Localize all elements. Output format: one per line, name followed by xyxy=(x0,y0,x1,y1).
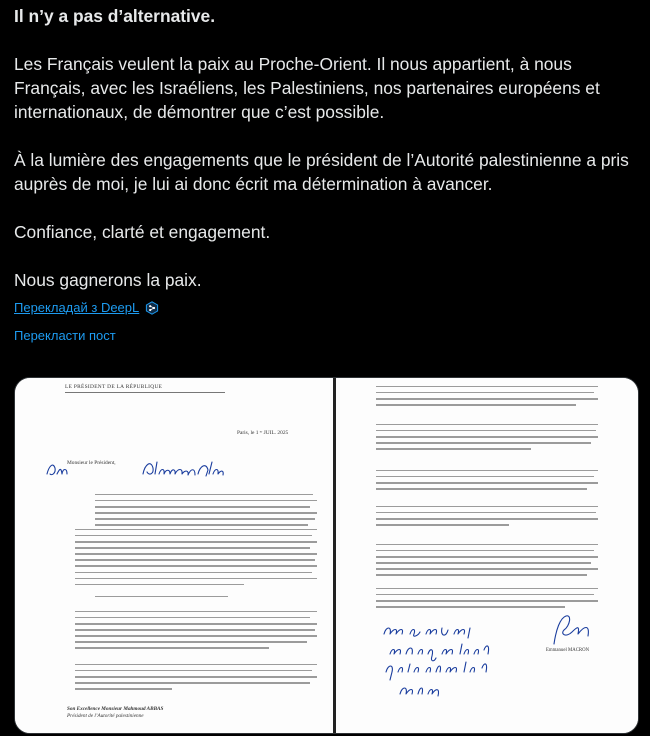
letter-body-paragraph xyxy=(75,611,317,654)
letter-body-paragraph xyxy=(376,588,598,612)
deepl-translate-link[interactable]: Перекладай з DeepL xyxy=(14,300,140,315)
letter-body-paragraph xyxy=(75,529,317,590)
letter-page-2 xyxy=(336,378,638,733)
letter-body-paragraph xyxy=(75,664,317,694)
header-rule xyxy=(65,392,225,393)
handwritten-salutation xyxy=(43,448,233,488)
letter-body-paragraph xyxy=(376,424,598,454)
letter-image[interactable] xyxy=(14,377,639,734)
letter-body-paragraph xyxy=(95,494,317,530)
letter-body-paragraph xyxy=(376,470,598,494)
post-body xyxy=(14,0,638,343)
post-paragraph: Nous gagnerons la paix. xyxy=(14,270,202,290)
translate-post-button[interactable]: Перекласти пост xyxy=(14,328,116,343)
letter-addressee xyxy=(67,706,163,720)
letter-date: Paris, le 1 ᵉʳ JUIL. 2025 xyxy=(237,430,289,436)
deepl-translate-row[interactable] xyxy=(14,300,638,315)
post-paragraph: Confiance, clarté et engagement. xyxy=(14,222,271,242)
letter-greeting: Monsieur le Président, xyxy=(67,460,116,466)
handwritten-note xyxy=(376,614,526,724)
letter-body-paragraph xyxy=(376,544,598,580)
letter-page-1 xyxy=(15,378,333,733)
post-paragraph-title: Il n’y a pas d’alternative. xyxy=(14,6,216,26)
letter-body-paragraph xyxy=(376,386,598,410)
signature xyxy=(544,610,604,650)
letter-body-paragraph xyxy=(376,506,598,530)
letter-body-paragraph xyxy=(95,596,317,602)
post-paragraph: Les Français veulent la paix au Proche-Orient. Il nous appartient, à nous Français, avec les Israéliens, les Palestiniens, nos partenaires européens et internationaux, de démontrer que c’est possible. xyxy=(14,54,600,122)
deepl-icon xyxy=(145,301,159,315)
post-paragraph: À la lumière des engagements que le président de l’Autorité palestinienne a pris auprès de moi, je lui ai donc écrit ma détermination à avancer. xyxy=(14,150,629,194)
addressee-line: Président de l’Autorité palestinienne xyxy=(67,713,144,719)
letter-header: LE PRÉSIDENT DE LA RÉPUBLIQUE xyxy=(65,384,163,390)
signature-name: Emmanuel MACRON xyxy=(546,648,590,653)
addressee-line: Son Excellence Monsieur Mahmoud ABBAS xyxy=(67,706,164,712)
post-text xyxy=(14,4,638,292)
